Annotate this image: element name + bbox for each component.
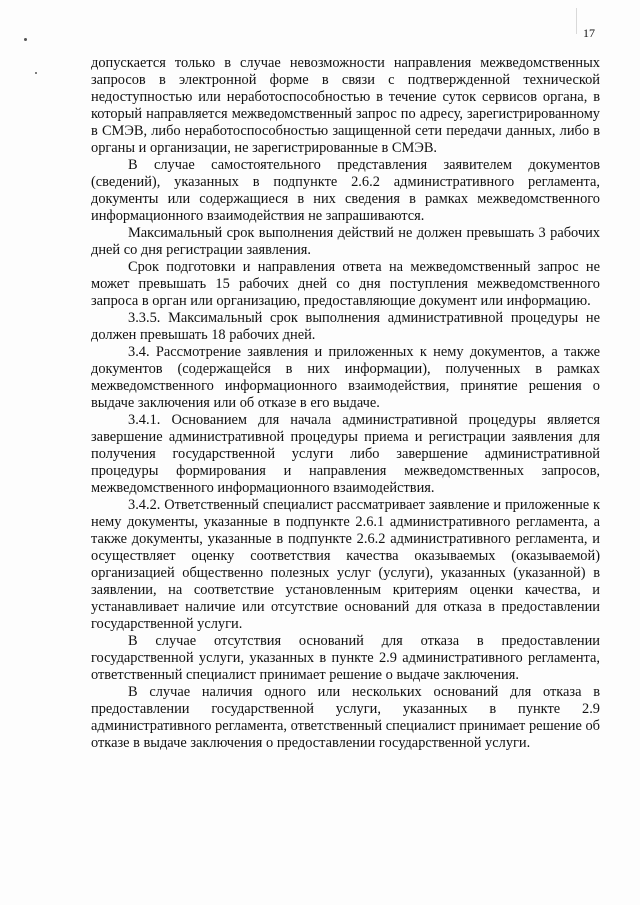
paragraph: Максимальный срок выполнения действий не должен превышать 3 рабочих дней со дня регистрации заявления. bbox=[91, 225, 600, 258]
paragraph: В случае отсутствия оснований для отказа в предоставлении государственной услуги, указанных в пункте 2.9 административного регламента, ответственный специалист принимает решение о выдаче заключения. bbox=[91, 633, 600, 683]
page-number: 17 bbox=[583, 26, 595, 40]
paragraph: В случае наличия одного или нескольких оснований для отказа в предоставлении государственной услуги, указанных в пункте 2.9 административного регламента, ответственный специалист принимает решение об отказе в выдаче заключения о предоставлении государственной услуги. bbox=[91, 684, 600, 751]
scan-speck bbox=[35, 72, 37, 74]
scan-fold-line bbox=[576, 8, 577, 34]
paragraph: Срок подготовки и направления ответа на межведомственный запрос не может превышать 15 рабочих дней со дня поступления межведомственного запроса в орган или организацию, предоставляющие документ или информацию. bbox=[91, 259, 600, 309]
paragraph: 3.3.5. Максимальный срок выполнения административной процедуры не должен превышать 18 рабочих дней. bbox=[91, 310, 600, 343]
paragraph: 3.4.2. Ответственный специалист рассматривает заявление и приложенные к нему документы, указанные в подпункте 2.6.1 административного регламента, а также документы, указанные в подпункте 2.6.2 административного регламента, и осуществляет оценку соответствия качества оказываемых (оказываемой) организацией общественно полезных услуг (услуги), указанных (указанной) в заявлении, на соответствие установленным критериям оценки качества, и устанавливает наличие или отсутствие оснований для отказа в предоставлении государственной услуги. bbox=[91, 497, 600, 632]
scan-speck bbox=[24, 38, 27, 41]
paragraph: В случае самостоятельного представления заявителем документов (сведений), указанных в подпункте 2.6.2 административного регламента, документы или содержащиеся в них сведения в рамках межведомственного информационного взаимодействия не запрашиваются. bbox=[91, 157, 600, 224]
paragraph: допускается только в случае невозможности направления межведомственных запросов в электронной форме в связи с подтвержденной технической недоступностью или неработоспособностью в течение суток сервисов органа, в который направляется межведомственный запрос по адресу, зарегистрированному в СМЭВ, либо неработоспособностью защищенной сети передачи данных, либо в органы и организации, не зарегистрированные в СМЭВ. bbox=[91, 55, 600, 156]
document-body bbox=[91, 55, 600, 752]
paragraph: 3.4.1. Основанием для начала административной процедуры является завершение административной процедуры приема и регистрации заявления для получения государственной услуги либо завершение административной процедуры формирования и направления межведомственных запросов, межведомственного информационного взаимодействия. bbox=[91, 412, 600, 496]
paragraph: 3.4. Рассмотрение заявления и приложенных к нему документов, а также документов (содержащейся в них информации), полученных в рамках межведомственного информационного взаимодействия, принятие решения о выдаче заключения или об отказе в его выдаче. bbox=[91, 344, 600, 411]
